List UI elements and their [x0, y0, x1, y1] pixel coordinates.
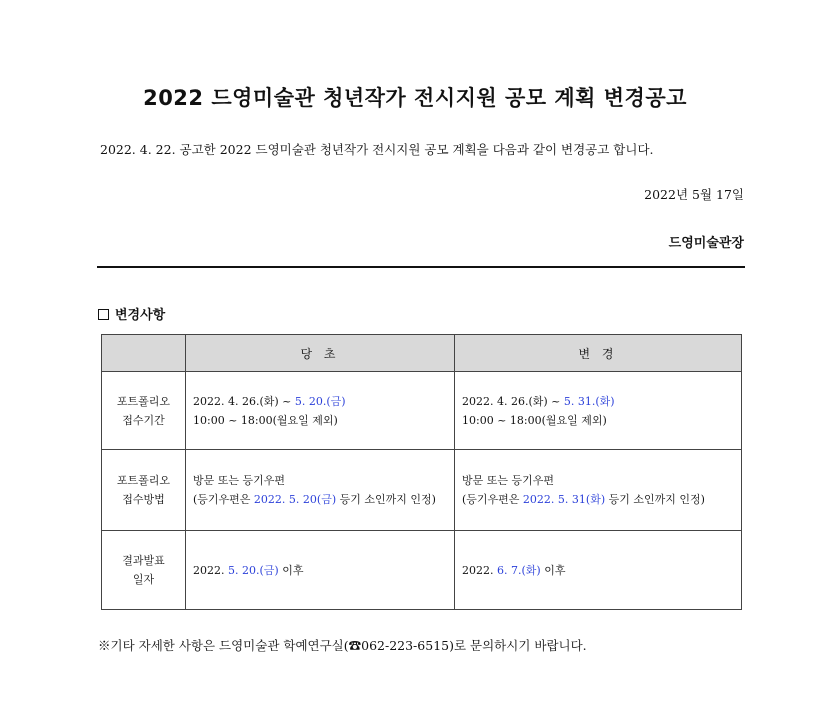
row-label-line: 결과발표: [122, 554, 165, 567]
table-row: [102, 531, 742, 610]
cell-line: 방문 또는 등기우편: [462, 474, 555, 487]
highlighted-date: 5. 20.(금): [294, 394, 346, 408]
cell-text: 이후: [540, 563, 566, 577]
row-label-line: 접수기간: [122, 413, 165, 427]
highlighted-date: 5. 31.(화): [563, 394, 615, 408]
cell-line: 10:00 ~ 18:00(월요일 제외): [193, 413, 338, 427]
cell-line: [193, 490, 454, 509]
cell-line: 방문 또는 등기우편: [193, 474, 286, 487]
cell-text: 등기 소인까지 인정): [336, 493, 436, 506]
row-label-line: 포트폴리오: [116, 394, 171, 408]
highlighted-date: 5. 20.(금): [228, 563, 279, 577]
highlighted-date: 2022. 5. 20(금): [253, 493, 337, 506]
cell-text: 2022.: [462, 563, 497, 577]
highlighted-date: 6. 7.(화): [497, 563, 541, 577]
cell-line: [462, 490, 741, 509]
cell-text: 2022.: [193, 563, 228, 577]
cell-text: 2022. 4. 26.(화) ~: [462, 394, 564, 408]
signer-name: 드영미술관장: [668, 236, 744, 251]
table-header-changed: 변 경: [455, 335, 742, 372]
row-label: [102, 531, 186, 610]
notice-date: 2022년 5월 17일: [644, 187, 744, 202]
cell-text: 이후: [278, 563, 304, 577]
original-cell: [186, 450, 455, 531]
cell-text: (등기우편은: [462, 493, 523, 506]
changed-cell: [455, 450, 742, 531]
cell-text: (등기우편은: [193, 493, 254, 506]
table-header-original: 당 초: [186, 335, 455, 372]
row-label-line: 접수방법: [122, 493, 165, 506]
checkbox-square-icon: [98, 309, 109, 320]
cell-line: 10:00 ~ 18:00(월요일 제외): [462, 413, 607, 427]
row-label: [102, 450, 186, 531]
changes-table: [101, 334, 742, 610]
section-heading-label: 변경사항: [115, 308, 166, 323]
section-heading: [98, 304, 165, 323]
cell-line: [193, 392, 454, 411]
row-label-line: 일자: [132, 573, 155, 586]
cell-line: [462, 392, 741, 411]
cell-text: 2022. 4. 26.(화) ~: [193, 394, 295, 408]
notice-title: 2022 드영미술관 청년작가 전시지원 공모 계획 변경공고: [143, 86, 687, 110]
original-cell: [186, 531, 455, 610]
intro-text: 2022. 4. 22. 공고한 2022 드영미술관 청년작가 전시지원 공모 계획을 다음과 같이 변경공고 합니다.: [100, 142, 654, 157]
changed-cell: [455, 531, 742, 610]
changed-cell: [455, 372, 742, 450]
original-cell: [186, 372, 455, 450]
cell-text: 등기 소인까지 인정): [605, 493, 705, 506]
row-label-line: 포트폴리오: [116, 474, 171, 487]
table-header-corner: [102, 335, 186, 372]
footer-note: ※기타 자세한 사항은 드영미술관 학예연구실(☎062-223-6515)로 문의하시기 바랍니다.: [98, 638, 587, 653]
table-row: [102, 450, 742, 531]
table-header-row: [102, 335, 742, 372]
divider-rule: [97, 266, 745, 268]
row-label: [102, 372, 186, 450]
table-row: [102, 372, 742, 450]
highlighted-date: 2022. 5. 31(화): [522, 493, 606, 506]
